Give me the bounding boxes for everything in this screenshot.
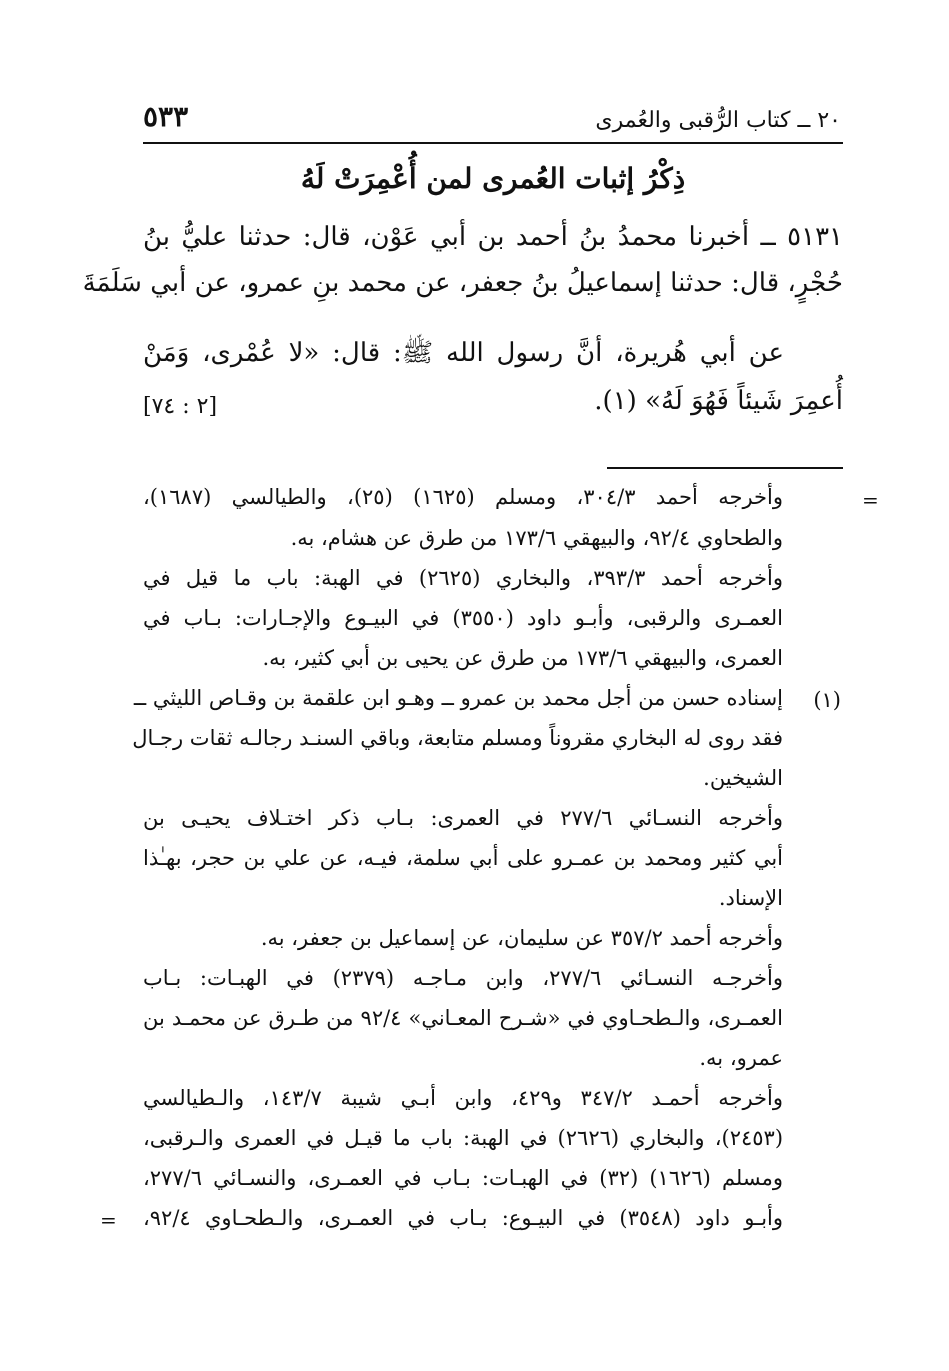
hadith-line: أُعمِرَ شَيئاً فَهُوَ لَهُ» (١). — [594, 386, 843, 416]
footnote-line: وأخرجـه النسـائي ٢٧٧/٦، وابن مـاجـه (٢٣٧٩) في الهبـات: بـاب — [143, 966, 783, 990]
end-marker: = — [100, 1208, 117, 1232]
section-title: ذِكْرُ إثبات العُمرى لمن أُعْمِرَتْ لَهُ — [300, 162, 686, 195]
hadith-line: ٥١٣١ ــ أخبرنا محمدُ بنُ أحمد بن أبي عَوْن، قال: حدثنا عليُّ بنُ — [143, 222, 843, 252]
hadith-reference: [٢ : ٧٤] — [143, 394, 218, 419]
header-rule — [143, 142, 843, 144]
footnote-line: فقد روى له البخاري مقروناً ومسلم متابعة، وباقي السنـد رجالـه ثقات رجـال — [132, 726, 783, 750]
footnote-line: وأخرجه أحمد ٣٠٤/٣، ومسلم (١٦٢٥) (٢٥)، والطيالسي (١٦٨٧)، — [143, 485, 784, 509]
page-number: ٥٣٣ — [143, 100, 189, 133]
hadith-line: عن أبي هُريرة، أنَّ رسول الله ﷺ: قال: «لا عُمْرى، وَمَنْ — [143, 338, 784, 368]
footnote-line: العمرى، والبيهقي ١٧٣/٦ من طرق عن يحيى بن أبي كثير، به. — [262, 646, 783, 670]
footnote-line: (٢٤٥٣)، والبخاري (٢٦٢٦) في الهبة: باب ما قيـل في العمرى والـرقبى، — [143, 1126, 784, 1150]
footnote-rule — [607, 467, 843, 469]
footnote-line: وأخرجه النسـائي ٢٧٧/٦ في العمرى: بـاب ذكر اختـلاف يحيـى بن — [143, 806, 783, 830]
footnote-line: الشيخين. — [703, 766, 783, 790]
footnote-line: العمـرى، والـطحـاوي في «شـرح المعـاني» ٩٢/٤ من طـرق عن محمـد بن — [143, 1006, 783, 1030]
hadith-line: حُجْرٍ، قال: حدثنا إسماعيلُ بنُ جعفر، عن محمد بنِ عمرو، عن أبي سَلَمَةَ — [82, 268, 843, 298]
footnote-line: إسناده حسن من أجل محمد بن عمرو ــ وهـو ابن علقمة بن وقـاص الليثي ــ — [133, 686, 783, 710]
footnote-line: والطحاوي ٩٢/٤، والبيهقي ١٧٣/٦ من طرق عن هشام، به. — [290, 526, 783, 550]
footnote-line: وأخرجه أحمد ٣٩٣/٣، والبخاري (٢٦٢٥) في الهبة: باب ما قيل في — [143, 566, 783, 590]
footnote-line: الإسناد. — [718, 886, 783, 910]
footnote-number: (١) — [813, 688, 841, 712]
continuation-marker: = — [862, 488, 879, 512]
footnote-line: العمـرى والرقبى، وأبـو داود (٣٥٥٠) في البيـوع والإجـارات: بـاب في — [143, 606, 783, 630]
footnote-line: ومسلم (١٦٢٦) (٣٢) في الهبـات: بـاب في العمـرى، والنسـائي ٢٧٧/٦، — [143, 1166, 784, 1190]
footnote-line: وأخرجه أحمـد ٣٤٧/٢ و٤٢٩، وابن أبـي شيبة ١٤٣/٧، والـطيالسي — [143, 1086, 783, 1110]
running-head: ٢٠ ــ كتاب الرُّقبى والعُمرى — [595, 108, 841, 133]
footnote-line: وأخرجه أحمد ٣٥٧/٢ عن سليمان، عن إسماعيل بن جعفر، به. — [260, 926, 783, 950]
footnote-line: وأبـو داود (٣٥٤٨) في البيـوع: بـاب في العمـرى، والـطحـاوي ٩٢/٤، — [143, 1206, 784, 1230]
footnote-line: عمرو، به. — [699, 1046, 783, 1070]
footnote-line: أبي كثير ومحمد بن عمـرو على أبي سلمة، فيـه، عن علي بن حجر، بهـٰذا — [143, 846, 783, 870]
